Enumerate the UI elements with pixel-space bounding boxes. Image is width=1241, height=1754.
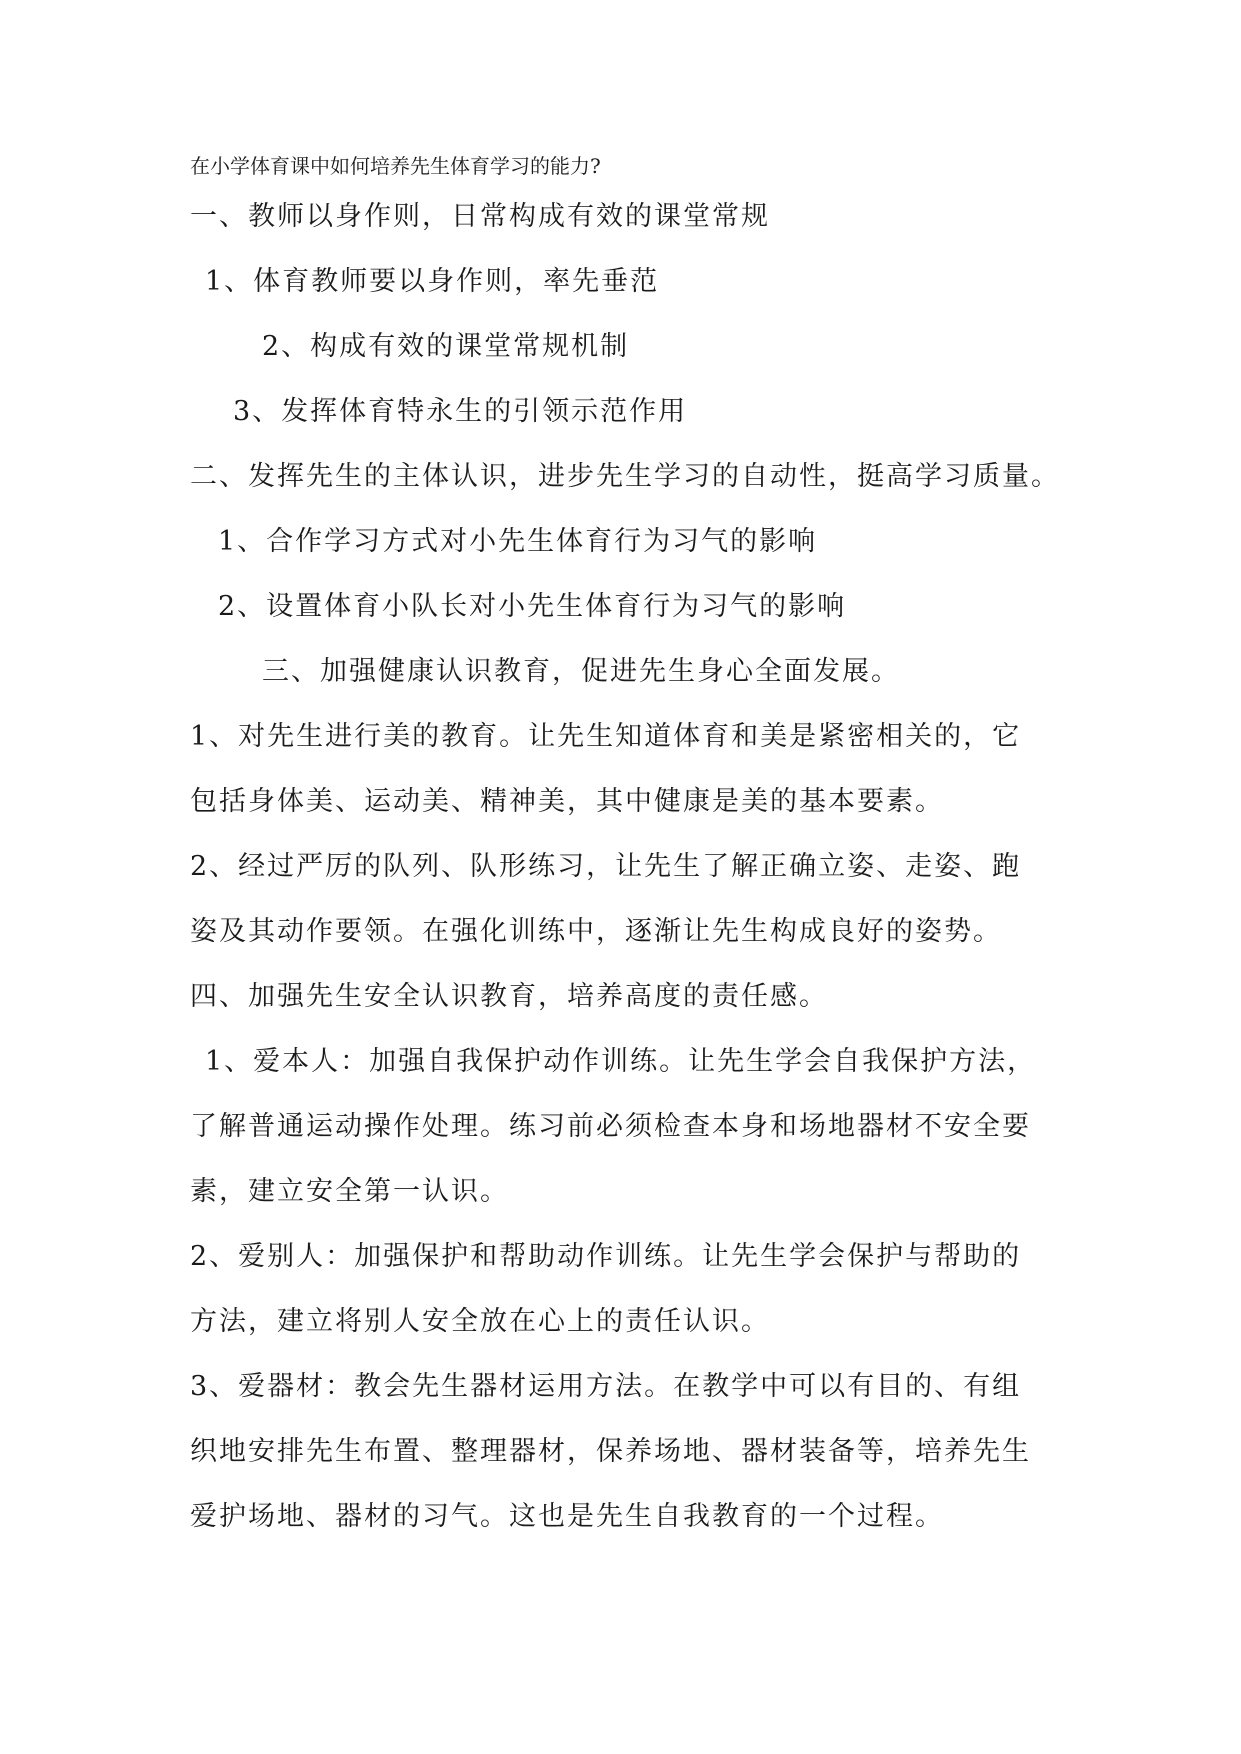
item-1-3: 3、发挥体育特永生的引领示范作用 [233, 396, 688, 427]
item-2-1: 1、合作学习方式对小先生体育行为习气的影响 [218, 526, 818, 557]
paragraph-line: 织地安排先生布置、整理器材，保养场地、器材装备等，培养先生 [190, 1436, 1031, 1467]
paragraph-line: 1、对先生进行美的教育。让先生知道体育和美是紧密相关的，它 [190, 721, 1022, 752]
item-1-2: 2、构成有效的课堂常规机制 [262, 331, 630, 362]
heading-3: 三、加强健康认识教育，促进先生身心全面发展。 [262, 656, 900, 687]
paragraph-line: 2、经过严厉的队列、队形练习，让先生了解正确立姿、走姿、跑 [190, 851, 1022, 882]
paragraph-line: 3、爱器材：教会先生器材运用方法。在教学中可以有目的、有组 [190, 1371, 1022, 1402]
heading-2: 二、发挥先生的主体认识，进步先生学习的自动性，挺高学习质量。 [190, 461, 1060, 492]
item-2-2: 2、设置体育小队长对小先生体育行为习气的影响 [218, 591, 847, 622]
paragraph-line: 了解普通运动操作处理。练习前必须检查本身和场地器材不安全要 [190, 1111, 1031, 1142]
paragraph-line: 姿及其动作要领。在强化训练中，逐渐让先生构成良好的姿势。 [190, 916, 1002, 947]
paragraph-line: 1、爱本人：加强自我保护动作训练。让先生学会自我保护方法， [205, 1046, 1037, 1077]
document-title: 在小学体育课中如何培养先生体育学习的能力? [190, 154, 601, 178]
paragraph-line: 2、爱别人：加强保护和帮助动作训练。让先生学会保护与帮助的 [190, 1241, 1022, 1272]
paragraph-line: 方法，建立将别人安全放在心上的责任认识。 [190, 1306, 770, 1337]
heading-1: 一、教师以身作则，日常构成有效的课堂常规 [190, 201, 770, 232]
paragraph-line: 素，建立安全第一认识。 [190, 1176, 509, 1207]
item-1-1: 1、体育教师要以身作则，率先垂范 [205, 266, 660, 297]
paragraph-line: 包括身体美、运动美、精神美，其中健康是美的基本要素。 [190, 786, 944, 817]
paragraph-line: 爱护场地、器材的习气。这也是先生自我教育的一个过程。 [190, 1501, 944, 1532]
heading-4: 四、加强先生安全认识教育，培养高度的责任感。 [190, 981, 828, 1012]
